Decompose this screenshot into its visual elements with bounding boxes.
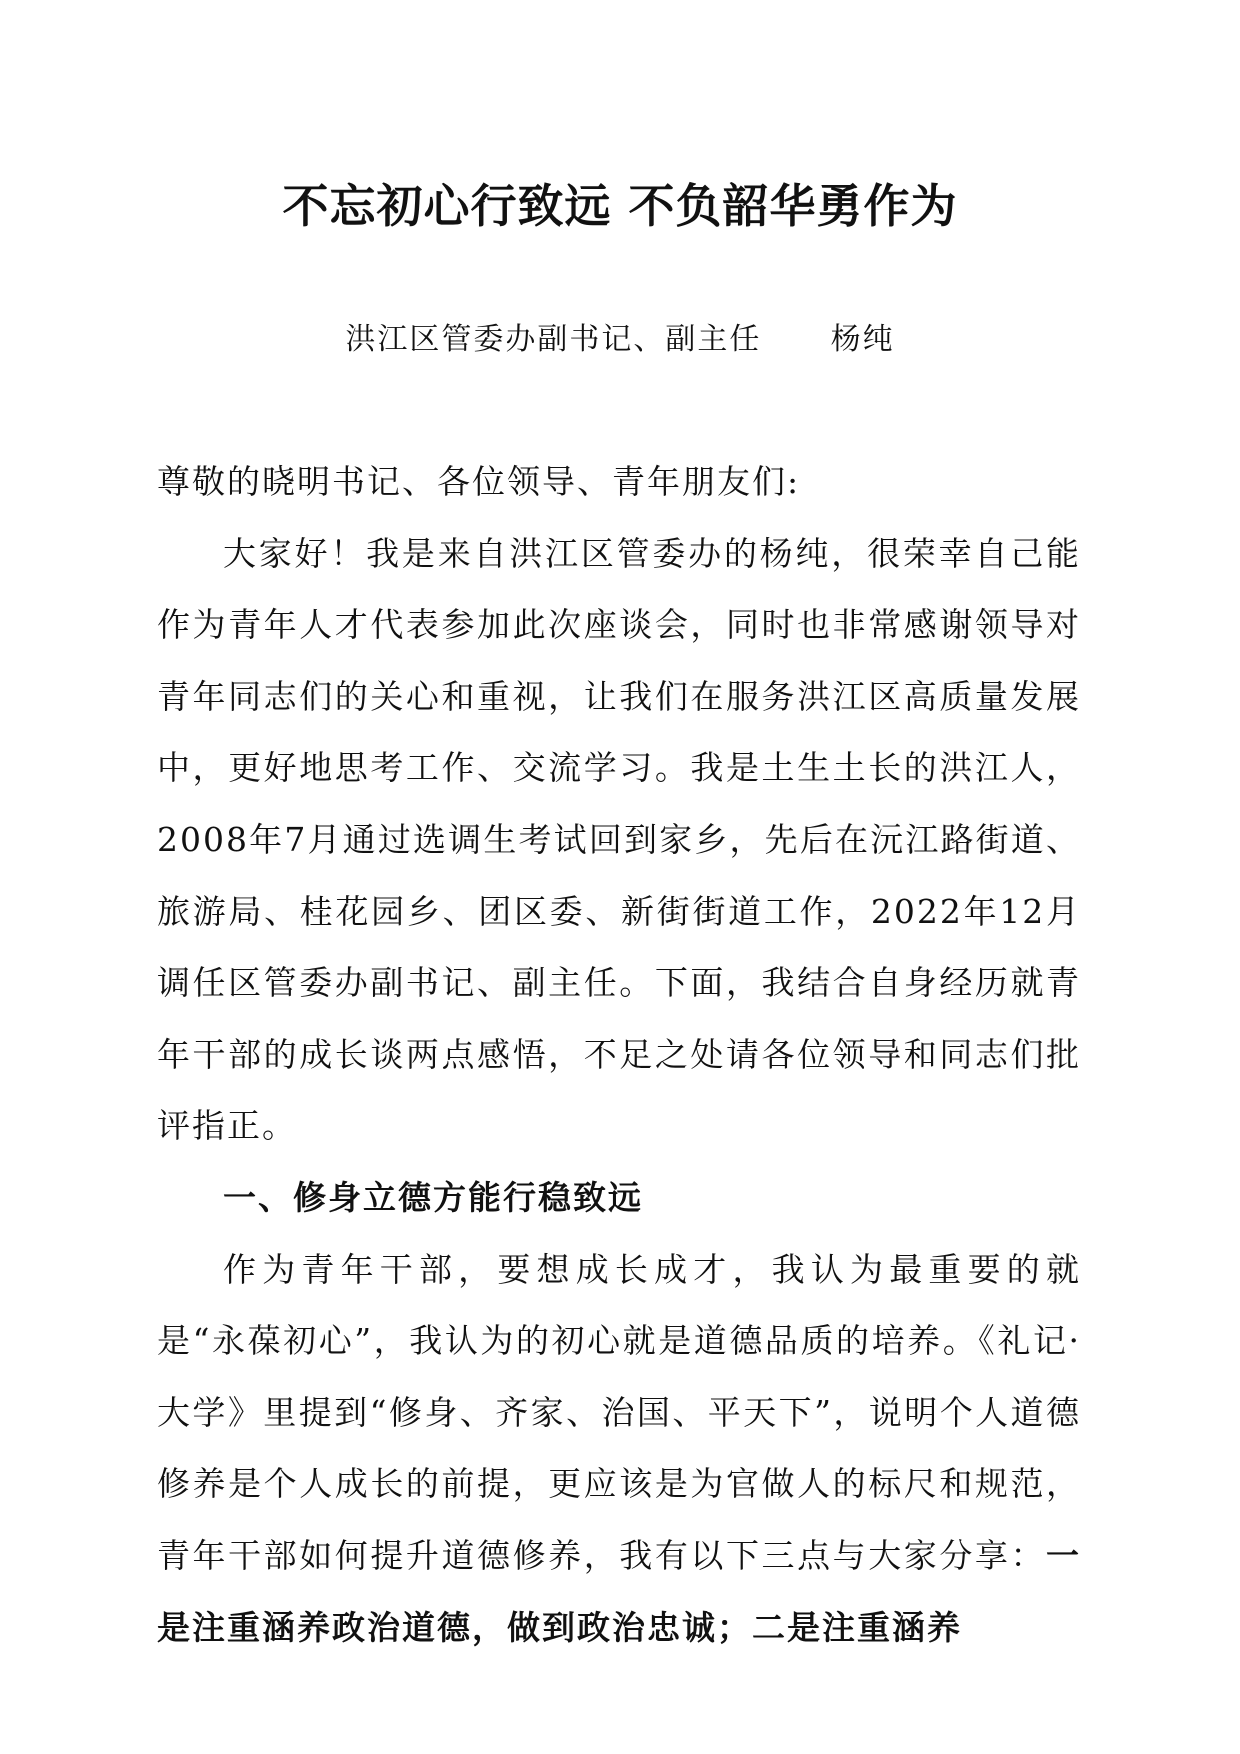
document-body [157, 446, 1081, 1663]
author-line: 洪江区管委办副书记、副主任 杨纯 [345, 322, 895, 357]
paragraph-section-one [157, 1234, 1081, 1664]
section-heading: 一、修身立德方能行稳致远 [223, 1177, 643, 1217]
paragraph-bold-emphasis: 一是注重涵养政治道德，做到政治忠诚；二是注重涵养 [157, 1535, 1081, 1647]
salutation: 尊敬的晓明书记、各位领导、青年朋友们: [157, 462, 801, 501]
document-title: 不忘初心行致远 不负韶华勇作为 [282, 179, 958, 233]
paragraph-intro: 大家好！我是来自洪江区管委办的杨纯，很荣幸自己能作为青年人才代表参加此次座谈会，同时也非常感谢领导对青年同志们的关心和重视，让我们在服务洪江区高质量发展中，更好地思考工作、交流学习。我是土生土长的洪江人，2008年7月通过选调生考试回到家乡，先后在沅江路街道、旅游局、桂花园乡、团区委、新街街道工作，2022年12月调任区管委办副书记、副主任。下面，我结合自身经历就青年干部的成长谈两点感悟，不足之处请各位领导和同志们批评指正。 [157, 533, 1081, 1146]
paragraph-text: 作为青年干部，要想成长成才，我认为最重要的就是“永葆初心”，我认为的初心就是道德品质的培养。《礼记·大学》里提到“修身、齐家、治国、平天下”，说明个人道德修养是个人成长的前提，更应该是为官做人的标尺和规范，青年干部如何提升道德修养，我有以下三点与大家分享： [157, 1249, 1081, 1575]
